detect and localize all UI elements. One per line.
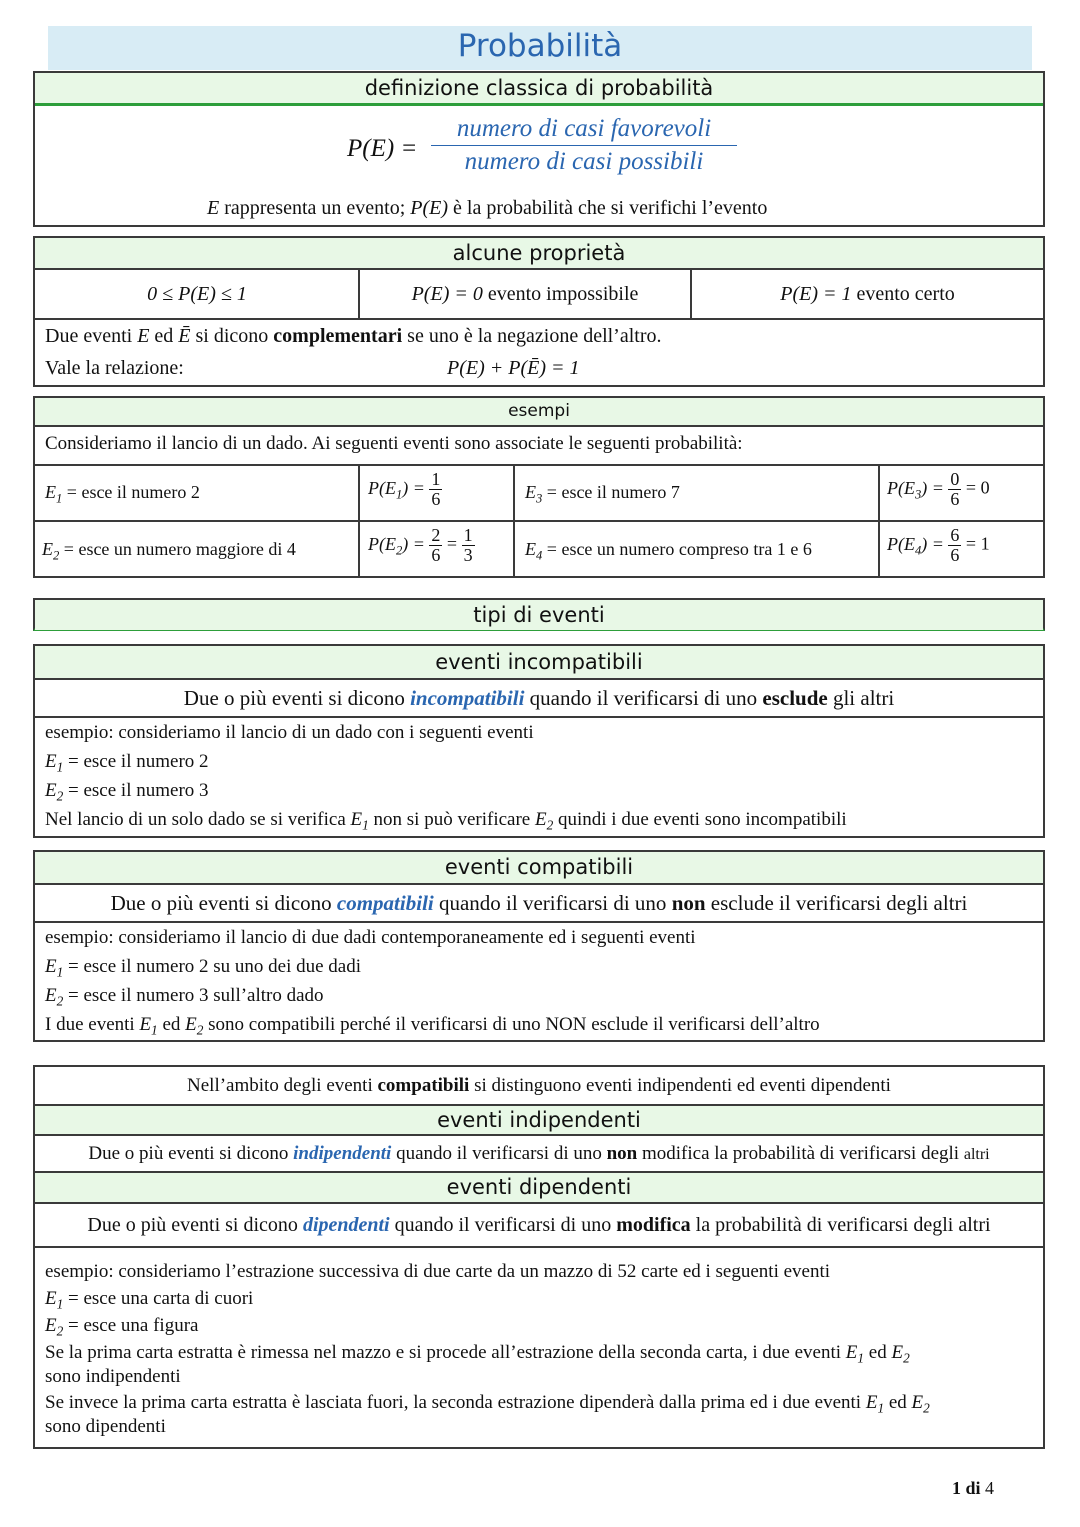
t: = esce una carta di cuori bbox=[68, 1288, 254, 1309]
e3-text: = esce il numero 7 bbox=[546, 482, 680, 502]
properties-header: alcune proprietà bbox=[35, 238, 1043, 270]
p3-result: = 0 bbox=[965, 477, 990, 498]
note-text: rappresenta un evento; bbox=[219, 197, 411, 219]
t: Se invece la prima carta estratta è lasciata fuori, la seconda estrazione dipenderà dalla prima ed i due eventi bbox=[45, 1392, 862, 1413]
property-certain bbox=[692, 270, 1043, 318]
t: ed bbox=[884, 1392, 912, 1413]
dependence-e2: $E_2$ = esce una figura bbox=[45, 1315, 199, 1339]
t: = esce il numero 2 bbox=[68, 751, 209, 772]
t: Due o più eventi si dicono bbox=[183, 686, 411, 710]
t: complementari bbox=[273, 325, 403, 347]
incompatible-box bbox=[33, 644, 1045, 838]
t: modifica la probabilità di verificarsi degli bbox=[637, 1143, 964, 1164]
t: Due o più eventi si dicono bbox=[87, 1214, 303, 1236]
incompatible-e2: $E_2$ = esce il numero 3 bbox=[45, 780, 209, 804]
t: incompatibili bbox=[410, 686, 525, 710]
example-e4: $E_4$ = esce un numero compreso tra 1 e 6 bbox=[525, 539, 812, 563]
relation-formula bbox=[447, 357, 580, 380]
t: la probabilità di verificarsi degli altri bbox=[690, 1214, 991, 1236]
t: quindi i due eventi sono incompatibili bbox=[553, 809, 847, 830]
relation-formula-text: P(E) + P(Ē) = 1 bbox=[447, 357, 580, 379]
e2-text: = esce un numero maggiore di 4 bbox=[63, 539, 296, 559]
p4-den: 6 bbox=[950, 544, 960, 565]
incompatible-header: eventi incompatibili bbox=[35, 646, 1043, 680]
t: indipendenti bbox=[293, 1143, 392, 1164]
independent-header: eventi indipendenti bbox=[35, 1106, 1043, 1136]
t: Due eventi bbox=[45, 325, 138, 347]
t: quando il verificarsi di uno bbox=[389, 1214, 617, 1236]
dependence-case-reinserted: Se la prima carta estratta è rimessa nel mazzo e si procede all’estrazione della seconda carta, i due eventi $E_1$ ed $E_2$ bbox=[45, 1342, 910, 1366]
dependence-case-kept-out: Se invece la prima carta estratta è lasciata fuori, la seconda estrazione dipenderà dalla prima ed i due eventi $E_1$ ed $E_2$ bbox=[45, 1392, 930, 1416]
example-p3: $P(E_3)$ = $\frac{0}{6}$ = 0 bbox=[887, 469, 990, 509]
note-pe: P(E) bbox=[410, 197, 449, 219]
definition-note bbox=[207, 197, 767, 220]
compatible-e1: $E_1$ = esce il numero 2 su uno dei due dadi bbox=[45, 956, 362, 980]
p2b-num: 1 bbox=[463, 525, 473, 545]
page-number bbox=[952, 1478, 994, 1499]
t: gli altri bbox=[827, 686, 895, 710]
dependence-intro bbox=[35, 1067, 1043, 1104]
t: non bbox=[606, 1143, 638, 1164]
t: ed bbox=[864, 1342, 892, 1363]
p4-num: 6 bbox=[950, 525, 960, 545]
example-p4: $P(E_4)$ = $\frac{6}{6}$ = 1 bbox=[887, 525, 990, 565]
t: Se la prima carta estratta è rimessa nel mazzo e si procede all’estrazione della seconda carta, i due eventi bbox=[45, 1342, 842, 1363]
page-current: 1 bbox=[952, 1478, 961, 1498]
p1-num: 1 bbox=[431, 469, 441, 489]
examples-box bbox=[33, 396, 1045, 578]
example-e1: $E_1$ = esce il numero 2 bbox=[45, 482, 200, 506]
note-end: è la probabilità che si verifichi l’evento bbox=[448, 197, 768, 219]
properties-box bbox=[33, 236, 1045, 387]
dependence-example: esempio: consideriamo l’estrazione successiva di due carte da un mazzo di 52 carte ed i seguenti eventi bbox=[45, 1261, 831, 1282]
p3-num: 0 bbox=[950, 469, 960, 489]
t: esclude il verificarsi degli altri bbox=[705, 891, 968, 915]
event-types-header: tipi di eventi bbox=[35, 600, 1043, 630]
t: ed bbox=[157, 1014, 186, 1035]
p2a-num: 2 bbox=[431, 525, 441, 545]
t: Nell’ambito degli eventi bbox=[187, 1075, 378, 1096]
incompatible-conclusion: Nel lancio di un solo dado se si verifica $E_1$ non si può verificare $E_2$ quindi i due eventi sono incompatibili bbox=[45, 809, 847, 833]
dependent-header: eventi dipendenti bbox=[35, 1173, 1043, 1204]
p1-den: 6 bbox=[431, 488, 441, 509]
fraction-numerator: numero di casi favorevoli bbox=[431, 115, 737, 146]
relation-label: Vale la relazione: bbox=[45, 357, 184, 379]
t: E bbox=[137, 325, 150, 347]
impossible-math: P(E) = 0 bbox=[411, 283, 483, 305]
property-impossible bbox=[360, 270, 690, 318]
compatible-e2: $E_2$ = esce il numero 3 sull’altro dado bbox=[45, 985, 324, 1009]
examples-header: esempi bbox=[35, 398, 1043, 427]
impossible-text: evento impossibile bbox=[482, 283, 639, 305]
t: se uno è la negazione dell’altro. bbox=[402, 325, 662, 347]
example-e3: $E_3$ = esce il numero 7 bbox=[525, 482, 680, 506]
independent-definition bbox=[35, 1136, 1043, 1171]
compatible-definition bbox=[35, 885, 1043, 921]
t: modifica bbox=[616, 1214, 691, 1236]
t: altri bbox=[963, 1146, 990, 1163]
compatible-header: eventi compatibili bbox=[35, 852, 1043, 885]
t: quando il verificarsi di uno bbox=[524, 686, 763, 710]
incompatible-definition bbox=[35, 680, 1043, 716]
complementary-definition bbox=[45, 325, 662, 348]
certain-text: evento certo bbox=[851, 283, 955, 305]
t: Nel lancio di un solo dado se si verifica bbox=[45, 809, 351, 830]
page-title: Probabilità bbox=[457, 28, 623, 64]
t: sono compatibili perché il verificarsi di uno NON esclude il verificarsi dell’altro bbox=[203, 1014, 820, 1035]
t: Due o più eventi si dicono bbox=[110, 891, 337, 915]
example-p2: $P(E_2)$ = $\frac{2}{6}$ = $\frac{1}{3}$ bbox=[368, 525, 473, 565]
note-event: E bbox=[207, 197, 220, 219]
page-total: 4 bbox=[985, 1478, 995, 1498]
t: = esce una figura bbox=[68, 1315, 199, 1336]
examples-intro: Consideriamo il lancio di un dado. Ai seguenti eventi sono associate le seguenti probabilità: bbox=[45, 433, 743, 454]
lhs-text: P(E) = bbox=[347, 135, 418, 162]
page-sep: di bbox=[961, 1478, 986, 1498]
t: = esce il numero 2 su uno dei due dadi bbox=[68, 956, 362, 977]
dependence-e1: $E_1$ = esce una carta di cuori bbox=[45, 1288, 254, 1312]
definition-header: definizione classica di probabilità bbox=[35, 73, 1043, 106]
t: dipendenti bbox=[302, 1214, 390, 1236]
t: I due eventi bbox=[45, 1014, 140, 1035]
t: = esce il numero 3 bbox=[68, 780, 209, 801]
probability-lhs bbox=[347, 135, 417, 163]
dependence-box bbox=[33, 1065, 1045, 1449]
incompatible-e1: $E_1$ = esce il numero 2 bbox=[45, 751, 209, 775]
p3-den: 6 bbox=[950, 488, 960, 509]
t: quando il verificarsi di uno bbox=[391, 1143, 607, 1164]
event-types-box bbox=[33, 598, 1045, 631]
t: compatibili bbox=[336, 891, 434, 915]
t: ed bbox=[149, 325, 179, 347]
t: esclude bbox=[762, 686, 828, 710]
probability-fraction bbox=[431, 115, 737, 176]
compatible-example: esempio: consideriamo il lancio di due dadi contemporaneamente ed i seguenti eventi bbox=[45, 927, 696, 948]
t: si dicono bbox=[190, 325, 274, 347]
dependence-case-kept-out-result: sono dipendenti bbox=[45, 1416, 166, 1437]
definition-box bbox=[33, 71, 1045, 227]
t: compatibili bbox=[377, 1075, 470, 1096]
certain-math: P(E) = 1 bbox=[780, 283, 852, 305]
t: = esce il numero 3 sull’altro dado bbox=[68, 985, 324, 1006]
t: non bbox=[671, 891, 706, 915]
example-p1: $P(E_1)$ = $\frac{1}{6}$ bbox=[368, 469, 441, 509]
dependence-case-reinserted-result: sono indipendenti bbox=[45, 1366, 181, 1387]
e4-text: = esce un numero compreso tra 1 e 6 bbox=[546, 539, 812, 559]
dependent-definition bbox=[35, 1204, 1043, 1246]
e1-text: = esce il numero 2 bbox=[66, 482, 200, 502]
t: Due o più eventi si dicono bbox=[88, 1143, 294, 1164]
p4-result: = 1 bbox=[965, 533, 990, 554]
compatible-box bbox=[33, 850, 1045, 1042]
fraction-denominator: numero di casi possibili bbox=[464, 148, 704, 175]
property-range bbox=[35, 270, 359, 318]
p2a-den: 6 bbox=[431, 544, 441, 565]
t: non si può verificare bbox=[368, 809, 535, 830]
t: Ē bbox=[178, 325, 191, 347]
example-e2: $E_2$ = esce un numero maggiore di 4 bbox=[42, 539, 296, 563]
compatible-conclusion: I due eventi $E_1$ ed $E_2$ sono compatibili perché il verificarsi di uno NON esclude il verificarsi dell’altro bbox=[45, 1014, 820, 1038]
property-range-text: 0 ≤ P(E) ≤ 1 bbox=[147, 283, 247, 305]
p2b-den: 3 bbox=[463, 544, 473, 565]
t: quando il verificarsi di uno bbox=[433, 891, 672, 915]
incompatible-example: esempio: consideriamo il lancio di un dado con i seguenti eventi bbox=[45, 722, 534, 743]
t: si distinguono eventi indipendenti ed eventi dipendenti bbox=[469, 1075, 891, 1096]
